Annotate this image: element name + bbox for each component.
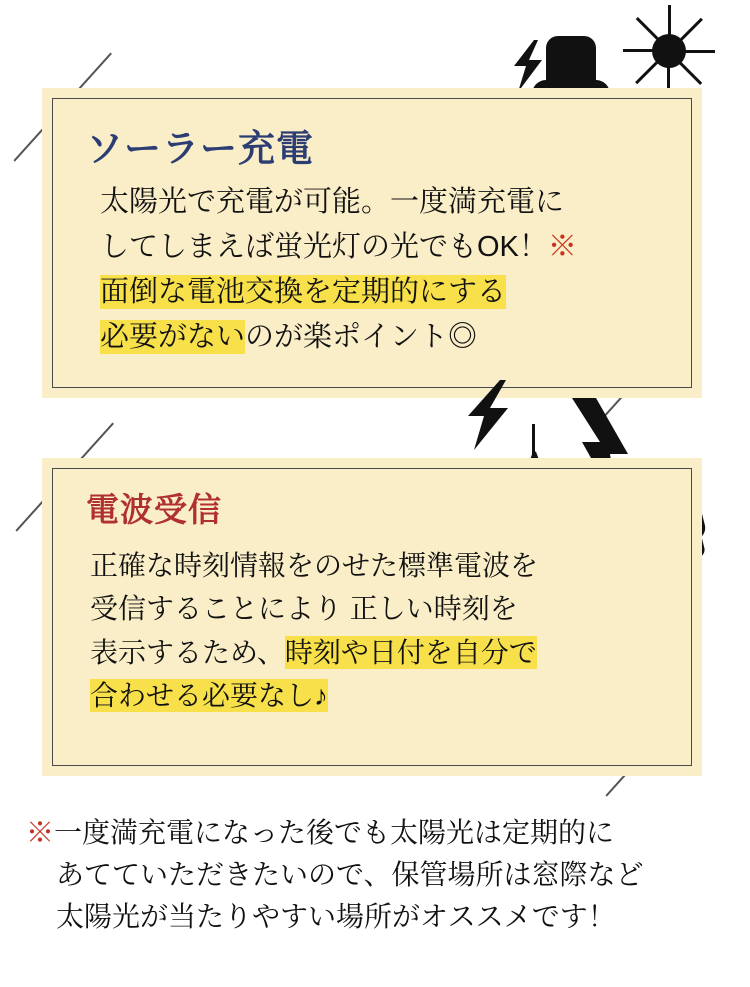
body-line: してしまえば蛍光灯の光でもOK！※: [100, 230, 577, 263]
body-line: 表示するため、時刻や日付を自分で: [90, 636, 537, 668]
section-body-radio: [90, 544, 538, 718]
footnote: [26, 812, 726, 938]
highlighted-text: 面倒な電池交換を定期的にする: [100, 275, 507, 308]
highlighted-text: 時刻や日付を自分で: [284, 636, 537, 668]
section-panel-solar: [42, 88, 702, 398]
highlighted-text: 合わせる必要なし♪: [90, 680, 329, 712]
footnote-line: あてていただきたいので、保管場所は窓際など: [56, 859, 644, 890]
highlighted-text: 必要がない: [100, 320, 246, 353]
section-panel-radio: [42, 458, 702, 776]
body-line: 正確な時刻情報をのせた標準電波を: [90, 550, 539, 581]
body-line: [100, 270, 577, 315]
body-line: 受信することにより 正しい時刻を: [90, 593, 518, 625]
section-title-radio: 電波受信: [86, 491, 222, 528]
footnote-marker: ※: [26, 817, 55, 848]
footnote-line: ※一度満充電になった後でも太陽光は定期的に: [26, 817, 615, 848]
section-title-solar: ソーラー充電: [86, 128, 314, 169]
body-line: 太陽光で充電が可能。一度満充電に: [100, 186, 565, 218]
body-line: 必要がないのが楽ポイント◎: [100, 320, 478, 353]
footnote-line: 太陽光が当たりやすい場所がオススメです！: [56, 901, 616, 932]
body-line: [90, 674, 538, 717]
section-body-solar: [100, 180, 577, 360]
footnote-marker: ※: [547, 230, 577, 263]
